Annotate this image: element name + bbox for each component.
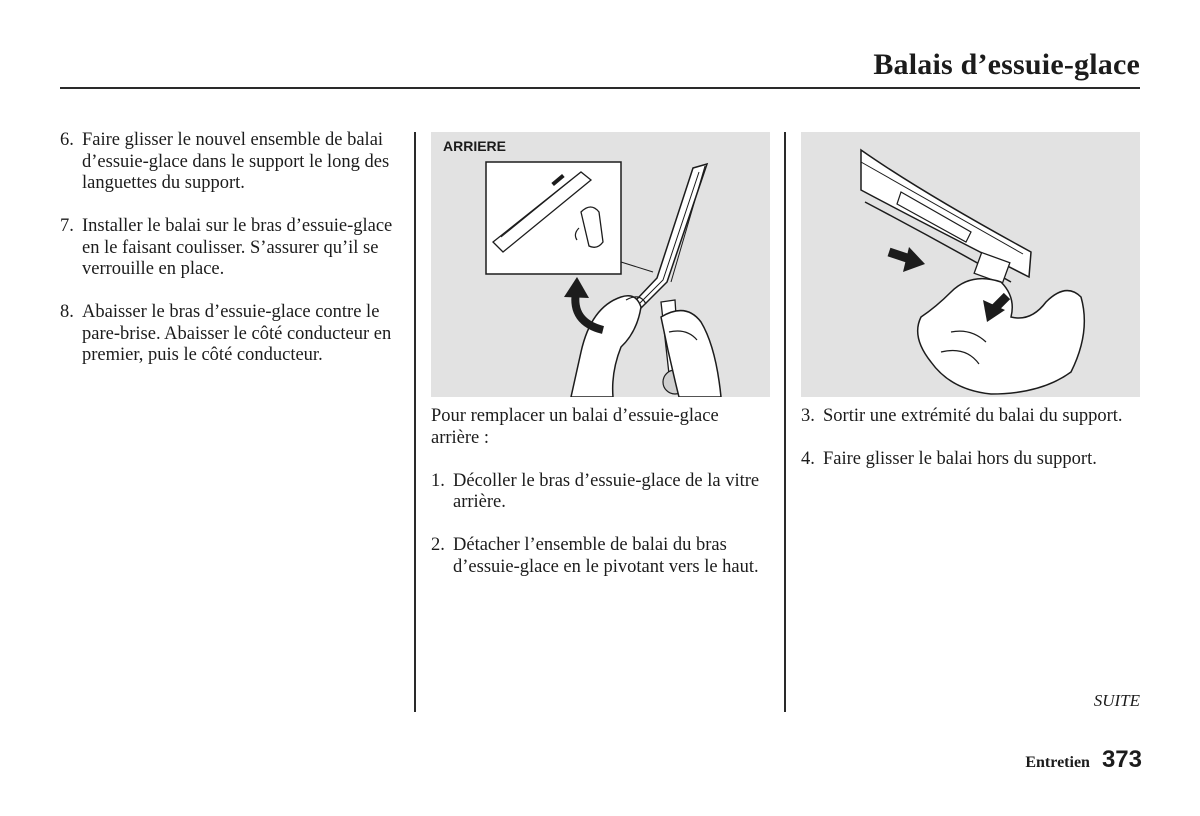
step-1 bbox=[431, 471, 771, 514]
step-text: Faire glisser le balai hors du support. bbox=[823, 449, 1097, 469]
right-column bbox=[801, 406, 1140, 492]
section-name: Entretien bbox=[1025, 754, 1090, 771]
step-number: 2. bbox=[431, 535, 445, 555]
step-4 bbox=[801, 449, 1140, 471]
rear-wiper-drawing bbox=[431, 132, 770, 397]
column-divider-left bbox=[414, 132, 416, 712]
step-text: Abaisser le bras d’essuie-glace contre le pare-brise. Abaisser le côté conducteur en premier, puis le côté conducteur. bbox=[82, 302, 392, 365]
rear-wiper-illustration bbox=[431, 132, 770, 397]
blade-removal-drawing bbox=[801, 132, 1140, 397]
step-number: 1. bbox=[431, 470, 445, 491]
page-number: 373 bbox=[1101, 746, 1142, 773]
step-number: 6. bbox=[60, 130, 74, 150]
step-number: 4. bbox=[801, 449, 815, 469]
step-text: Décoller le bras d’essuie-glace de la vitre arrière. bbox=[453, 470, 760, 512]
step-number: 3. bbox=[801, 406, 815, 426]
step-text: Installer le balai sur le bras d’essuie-glace en le faisant coulisser. S’assurer qu’il se verrouille en place. bbox=[82, 216, 393, 279]
page-footer bbox=[1025, 746, 1142, 774]
step-2 bbox=[431, 535, 771, 578]
step-number: 7. bbox=[60, 216, 74, 236]
intro-paragraph: Pour remplacer un balai d’essuie-glace arrière : bbox=[431, 406, 719, 448]
page-title: Balais d’essuie-glace bbox=[873, 48, 1140, 81]
step-text: Sortir une extrémité du balai du support. bbox=[823, 406, 1123, 426]
middle-column bbox=[431, 406, 771, 600]
figure-label: ARRIERE bbox=[443, 138, 507, 154]
step-number: 8. bbox=[60, 302, 74, 322]
continued-label: SUITE bbox=[1093, 691, 1140, 710]
left-column bbox=[60, 130, 400, 388]
step-3 bbox=[801, 406, 1140, 428]
header-rule bbox=[60, 87, 1140, 89]
step-8 bbox=[60, 302, 400, 367]
step-text: Faire glisser le nouvel ensemble de balai d’essuie-glace dans le support le long des languettes du support. bbox=[82, 130, 390, 193]
step-6 bbox=[60, 130, 400, 195]
step-7 bbox=[60, 216, 400, 281]
blade-removal-illustration bbox=[801, 132, 1140, 397]
step-text: Détacher l’ensemble de balai du bras d’essuie-glace en le pivotant vers le haut. bbox=[453, 535, 759, 577]
column-divider-right bbox=[784, 132, 786, 712]
